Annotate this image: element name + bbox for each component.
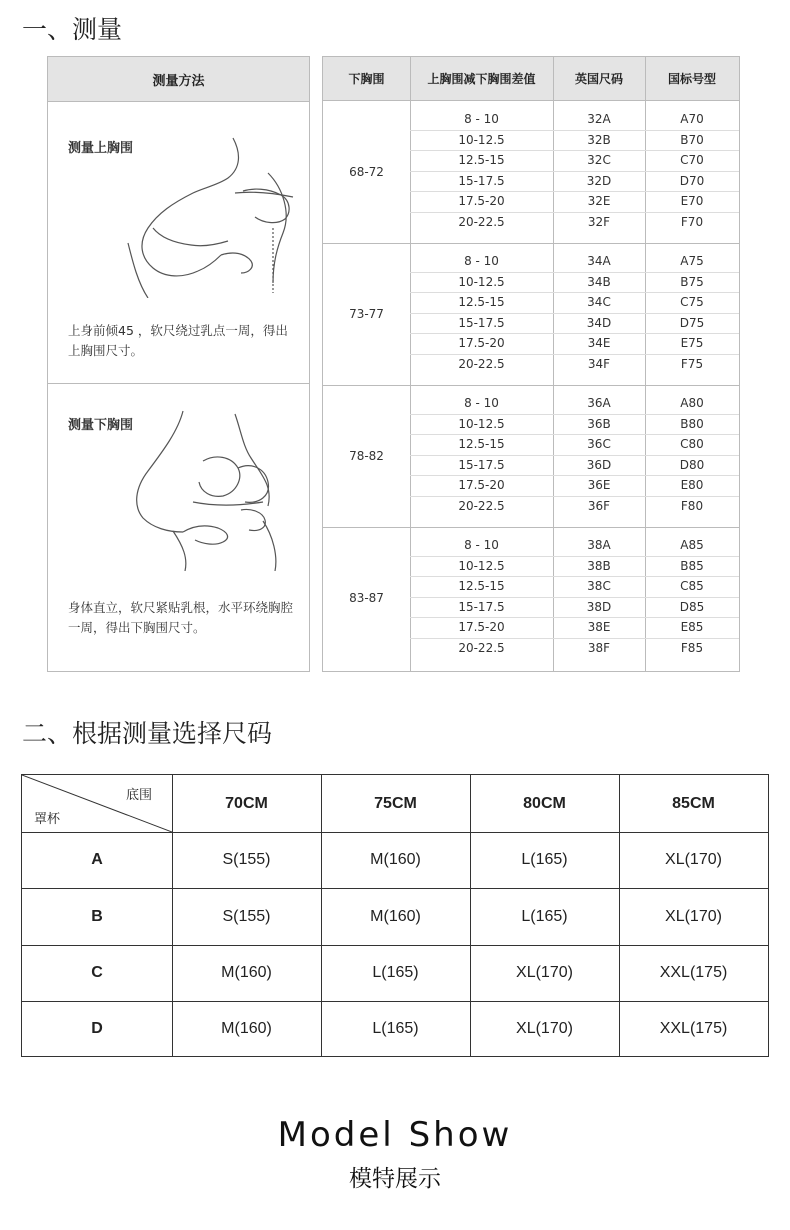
band-column-header: 85CM — [672, 794, 715, 812]
upper-bust-section — [48, 101, 309, 384]
uk-size-cell: 36B — [587, 416, 611, 431]
cn-size-cell: A75 — [680, 254, 704, 269]
underbust-range: 78-82 — [349, 449, 384, 463]
difference-cell: 10-12.5 — [458, 416, 505, 431]
size-value-cell: XL(170) — [516, 964, 573, 981]
difference-cell: 12.5-15 — [458, 437, 505, 452]
model-show-subtitle: 模特展示 — [349, 1166, 441, 1192]
header-uk-size: 英国尺码 — [553, 57, 645, 101]
uk-size-cell: 32C — [587, 153, 611, 168]
cn-size-cell: F85 — [680, 640, 704, 655]
underbust-range: 68-72 — [349, 165, 384, 179]
size-value-cell: M(160) — [221, 1019, 272, 1037]
band-column-header: 80CM — [523, 794, 566, 812]
difference-cell: 10-12.5 — [458, 558, 505, 573]
uk-size-cell: 34C — [587, 295, 611, 310]
uk-size-cell: 36C — [587, 437, 611, 452]
difference-cell: 10-12.5 — [458, 132, 505, 147]
difference-cell: 8 - 10 — [464, 538, 499, 553]
uk-size-cell: 32A — [587, 112, 611, 127]
section2-title: 二、根据测量选择尺码 — [22, 719, 273, 748]
size-value-cell: S(155) — [222, 851, 271, 868]
header-difference: 上胸围减下胸围差值 — [410, 57, 553, 101]
cup-row-header: C — [91, 964, 103, 981]
cn-size-cell: E75 — [680, 336, 704, 351]
size-value-cell: S(155) — [222, 907, 271, 925]
cup-row-header: D — [91, 1019, 103, 1037]
cn-size-cell: C75 — [680, 295, 704, 310]
uk-size-cell: 32D — [586, 173, 612, 188]
size-value-cell: XL(170) — [516, 1019, 573, 1037]
model-show-title: Model Show — [277, 1115, 513, 1155]
uk-size-cell: 38A — [587, 538, 611, 553]
uk-size-cell: 32E — [587, 194, 611, 209]
size-value-cell: M(160) — [370, 907, 421, 925]
cn-size-cell: F70 — [680, 214, 704, 229]
difference-cell: 12.5-15 — [458, 579, 505, 594]
uk-size-cell: 36D — [586, 457, 612, 472]
difference-cell: 8 - 10 — [464, 112, 499, 127]
uk-size-cell: 34E — [587, 336, 611, 351]
uk-size-cell: 36A — [587, 396, 611, 411]
cn-size-cell: E70 — [680, 194, 704, 209]
size-value-cell: L(165) — [372, 964, 419, 981]
size-value-cell: M(160) — [370, 851, 421, 868]
cup-row-header: B — [91, 907, 103, 925]
size-value-cell: M(160) — [221, 964, 272, 981]
difference-cell: 15-17.5 — [458, 315, 505, 330]
cn-size-cell: B75 — [680, 274, 704, 289]
size-value-cell: L(165) — [521, 907, 568, 925]
cn-size-cell: C85 — [680, 579, 704, 594]
difference-cell: 17.5-20 — [458, 478, 505, 493]
difference-cell: 10-12.5 — [458, 274, 505, 289]
uk-size-cell: 32B — [587, 132, 611, 147]
cn-size-cell: E85 — [680, 620, 704, 635]
section1-title: 一、测量 — [22, 15, 123, 44]
corner-label-band: 底围 — [126, 788, 153, 803]
difference-cell: 20-22.5 — [458, 640, 505, 655]
corner-label-cup: 罩杯 — [34, 812, 61, 827]
difference-cell: 20-22.5 — [458, 356, 505, 371]
upper-bust-desc: 上身前倾45 ，软尺绕过乳点一周，得出上胸围尺寸。 — [68, 323, 288, 358]
uk-size-cell: 34F — [587, 356, 611, 371]
upper-bust-label: 测量上胸围 — [68, 141, 134, 156]
under-bust-desc: 身体直立，软尺紧贴乳根，水平环绕胸腔一周，得出下胸围尺寸。 — [68, 600, 294, 635]
cn-size-cell: C70 — [680, 153, 704, 168]
under-bust-label: 测量下胸围 — [68, 418, 134, 433]
band-column-header: 70CM — [225, 794, 268, 812]
band-column-header: 75CM — [374, 794, 417, 812]
size-value-cell: L(165) — [521, 851, 568, 868]
measure-method-panel — [47, 56, 310, 672]
size-value-cell: XXL(175) — [659, 964, 728, 981]
underbust-range: 73-77 — [349, 307, 384, 321]
size-reference-table — [322, 56, 740, 672]
uk-size-cell: 38C — [587, 579, 611, 594]
difference-cell: 17.5-20 — [458, 194, 505, 209]
difference-cell: 15-17.5 — [458, 457, 505, 472]
size-value-cell: XL(170) — [665, 907, 722, 925]
uk-size-cell: 38B — [587, 558, 611, 573]
difference-cell: 20-22.5 — [458, 214, 505, 229]
difference-cell: 15-17.5 — [458, 599, 505, 614]
size-choice-table — [21, 774, 769, 1057]
cup-row-header: A — [91, 851, 103, 868]
difference-cell: 12.5-15 — [458, 295, 505, 310]
cn-size-cell: F80 — [680, 498, 704, 513]
size-value-cell: XL(170) — [665, 851, 722, 868]
uk-size-cell: 36E — [587, 478, 611, 493]
cn-size-cell: C80 — [680, 437, 704, 452]
cn-size-cell: B70 — [680, 132, 704, 147]
header-underbust: 下胸围 — [323, 57, 410, 101]
uk-size-cell: 38D — [586, 599, 612, 614]
size-value-cell: XXL(175) — [659, 1019, 728, 1037]
difference-cell: 17.5-20 — [458, 336, 505, 351]
cn-size-cell: B80 — [680, 416, 704, 431]
cn-size-cell: F75 — [680, 356, 704, 371]
cn-size-cell: B85 — [680, 558, 704, 573]
uk-size-cell: 32F — [587, 214, 611, 229]
header-cn-size: 国标号型 — [645, 57, 739, 101]
difference-cell: 20-22.5 — [458, 498, 505, 513]
difference-cell: 15-17.5 — [458, 173, 505, 188]
method-header: 测量方法 — [48, 57, 309, 102]
difference-cell: 17.5-20 — [458, 620, 505, 635]
underbust-range: 83-87 — [349, 591, 384, 605]
size-value-cell: L(165) — [372, 1019, 419, 1037]
uk-size-cell: 34D — [586, 315, 612, 330]
difference-cell: 8 - 10 — [464, 254, 499, 269]
difference-cell: 12.5-15 — [458, 153, 505, 168]
uk-size-cell: 38F — [587, 640, 611, 655]
uk-size-cell: 34B — [587, 274, 611, 289]
upper-bust-illustration — [123, 133, 303, 298]
uk-size-cell: 34A — [587, 254, 611, 269]
cn-size-cell: E80 — [680, 478, 704, 493]
uk-size-cell: 38E — [587, 620, 611, 635]
under-bust-illustration — [123, 406, 303, 571]
cn-size-cell: A85 — [680, 538, 704, 553]
cn-size-cell: A80 — [680, 396, 704, 411]
cn-size-cell: D75 — [679, 315, 705, 330]
cn-size-cell: A70 — [680, 112, 704, 127]
under-bust-section — [48, 384, 309, 671]
cn-size-cell: D70 — [679, 173, 705, 188]
cn-size-cell: D80 — [679, 457, 705, 472]
uk-size-cell: 36F — [587, 498, 611, 513]
difference-cell: 8 - 10 — [464, 396, 499, 411]
cn-size-cell: D85 — [679, 599, 705, 614]
